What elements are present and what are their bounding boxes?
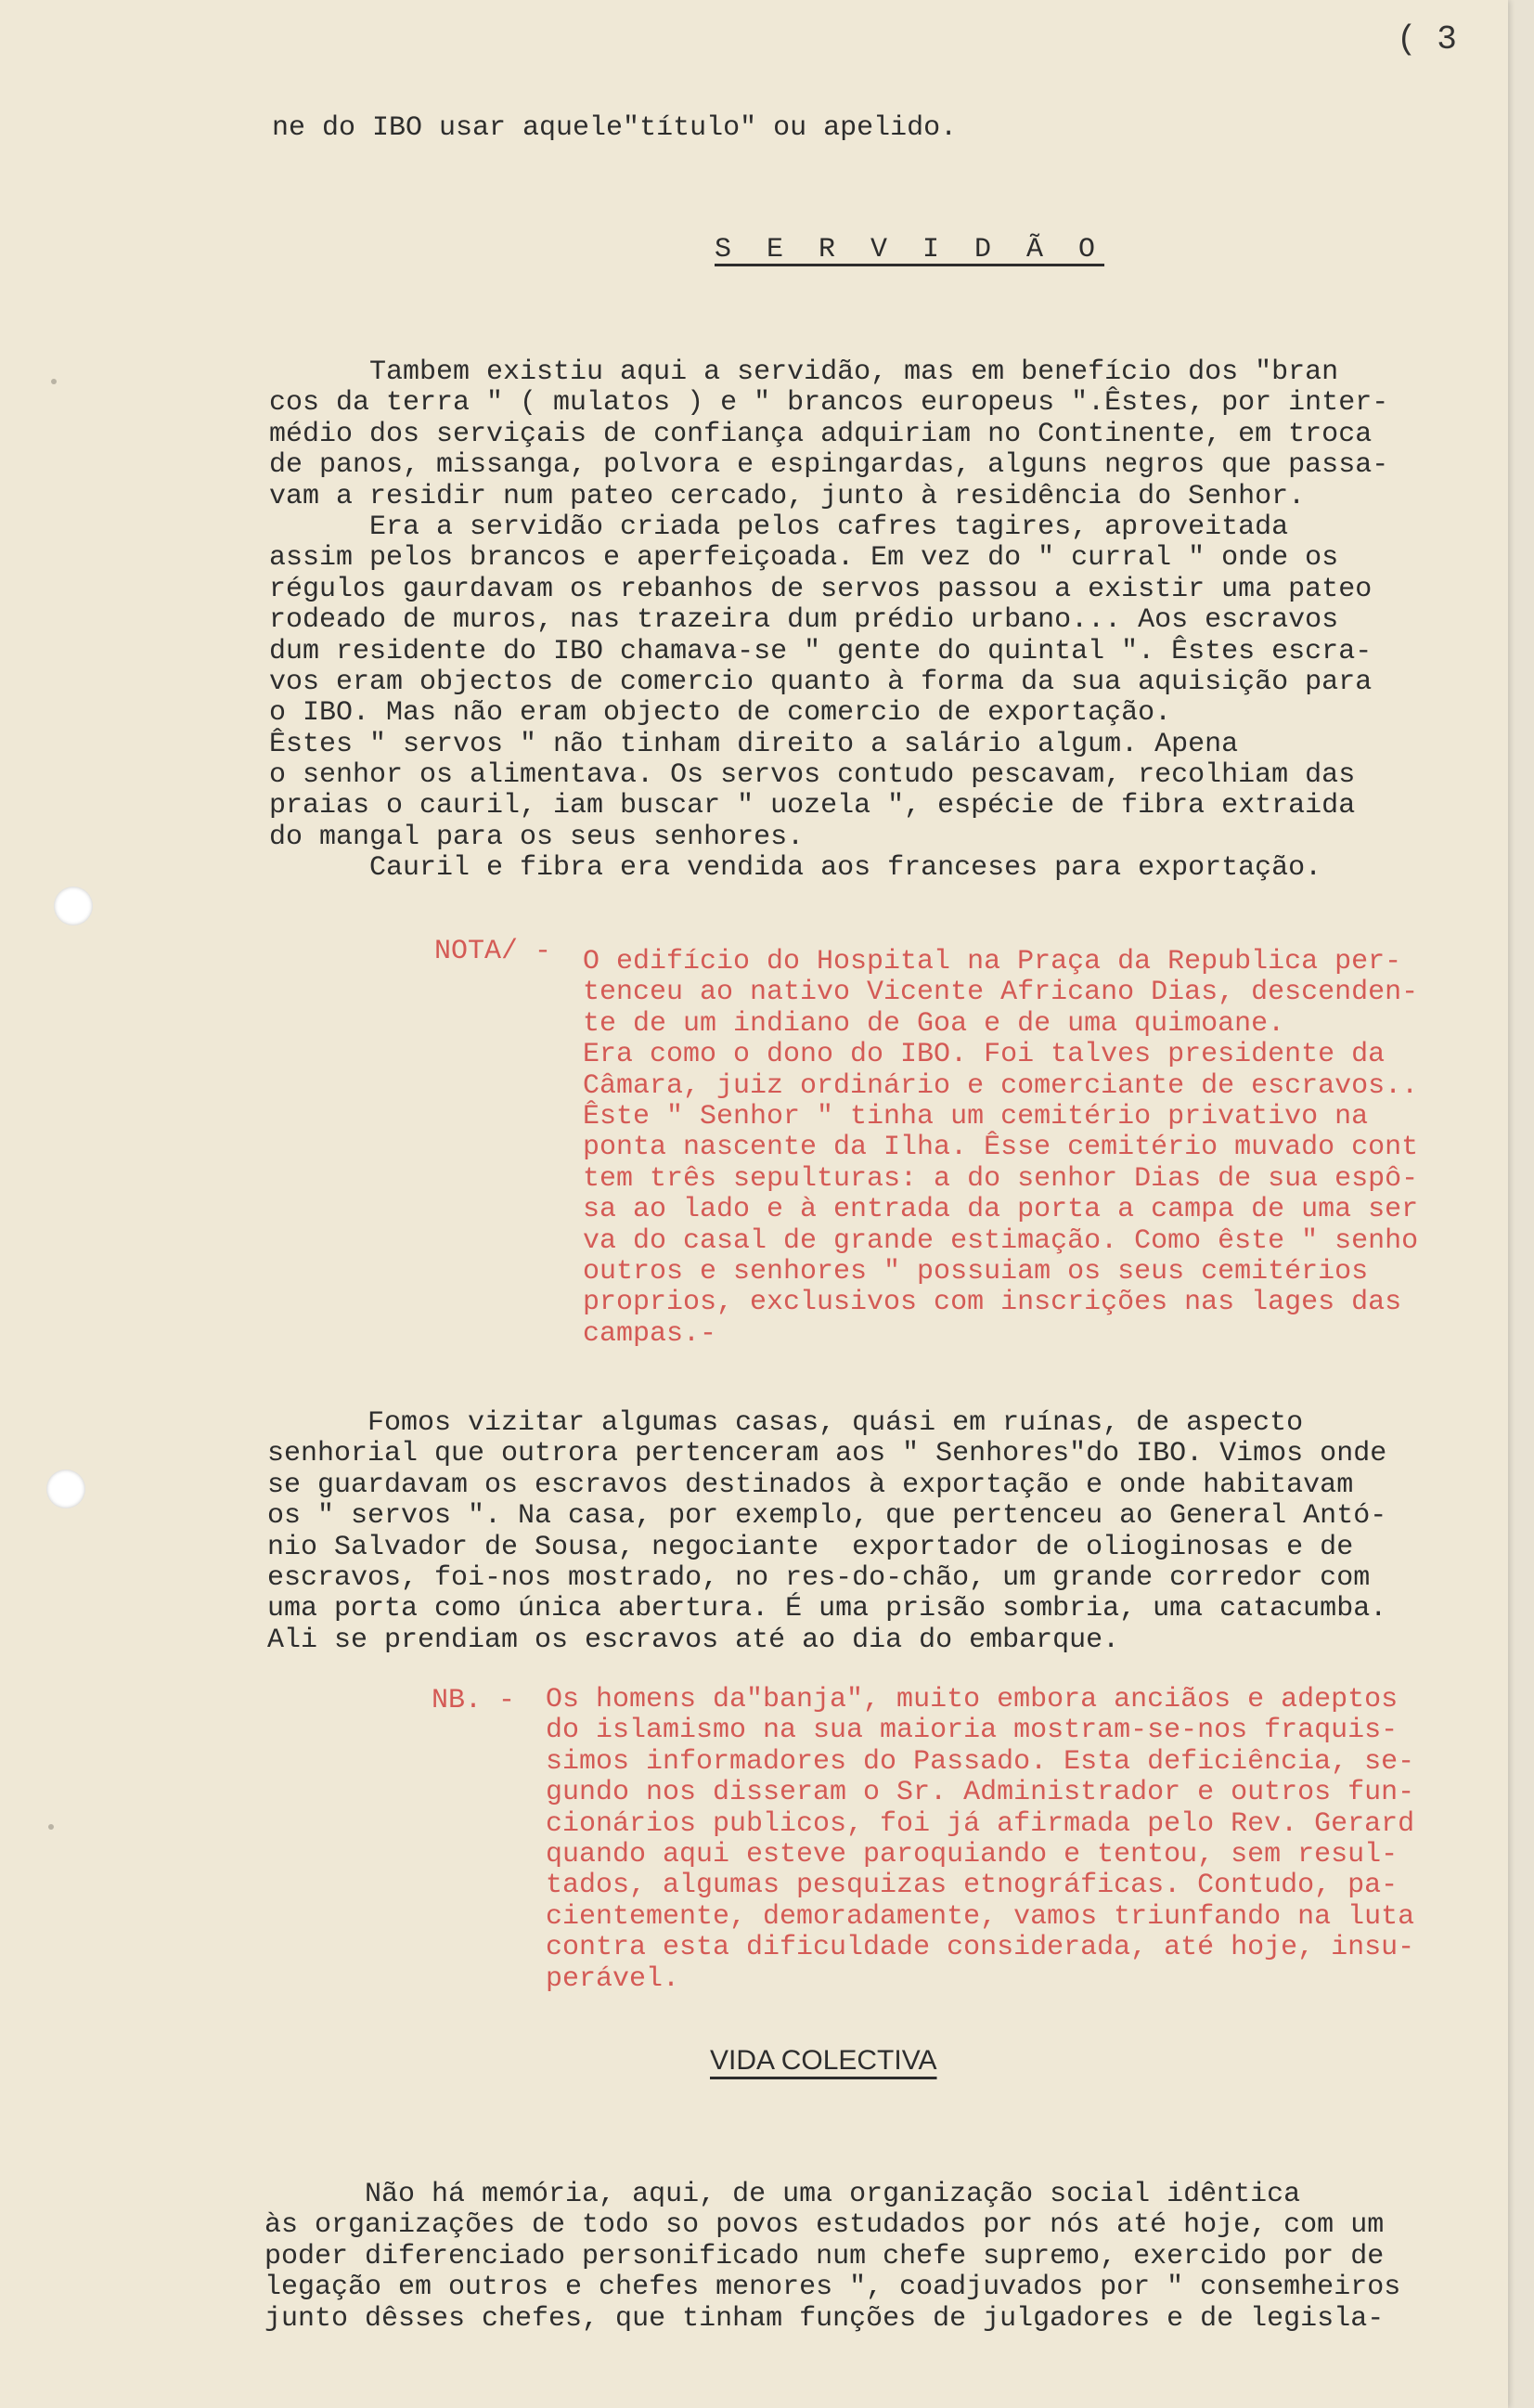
text-line: praias o cauril, iam buscar " uozela ", espécie de fibra extraida <box>269 790 1356 822</box>
text-line: gundo nos disseram o Sr. Administrador e outros fun- <box>546 1777 1415 1809</box>
text-line: nio Salvador de Sousa, negociante exportador de olioginosas e de <box>267 1531 1354 1563</box>
text-line: simos informadores do Passado. Esta deficiência, se- <box>546 1745 1415 1778</box>
punch-hole-top <box>54 887 93 926</box>
servidao-paragraph <box>269 357 1388 885</box>
text-line: Êste " Senhor " tinha um cemitério privativo na <box>583 1100 1369 1133</box>
text-line: cientemente, demoradamente, vamos triunfando na luta <box>546 1900 1415 1933</box>
text-line: tem três sepulturas: a do senhor Dias de sua espô- <box>583 1162 1419 1195</box>
text-line: o senhor os alimentava. Os servos contudo pescavam, recolhiam das <box>269 759 1356 792</box>
paper-mark <box>51 379 57 384</box>
text-line: proprios, exclusivos com inscrições nas lages das <box>583 1287 1402 1319</box>
text-line: senhorial que outrora pertenceram aos " Senhores"do IBO. Vimos onde <box>267 1438 1387 1470</box>
top-line <box>272 113 957 144</box>
text-line: tenceu ao nativo Vicente Africano Dias, descenden- <box>583 977 1419 1009</box>
text-line: cos da terra " ( mulatos ) e " brancos europeus ".Êstes, por inter- <box>269 387 1389 420</box>
text-line: Era a servidão criada pelos cafres tagires, aproveitada <box>269 511 1289 543</box>
text-line: rodeado de muros, nas trazeira dum prédio urbano... Aos escravos <box>269 604 1339 637</box>
text-line: O edifício do Hospital na Praça da Republica per- <box>583 946 1402 977</box>
text-line: os " servos ". Na casa, por exemplo, que pertenceu ao General Antó- <box>267 1500 1387 1533</box>
text-line: contra esta dificuldade considerada, até hoje, insu- <box>546 1932 1415 1964</box>
text-line: vam a residir num pateo cercado, junto à residência do Senhor. <box>269 480 1306 512</box>
text-line: Cauril e fibra era vendida aos franceses para exportação. <box>269 852 1322 885</box>
text-line: escravos, foi-nos mostrado, no res-do-chão, um grande corredor com <box>267 1561 1371 1594</box>
text-line: uma porta como única abertura. É uma prisão sombria, uma catacumba. <box>267 1593 1387 1625</box>
text-line: Fomos vizitar algumas casas, quási em ruínas, de aspecto <box>267 1407 1304 1439</box>
text-line: médio dos serviçais de confiança adquiriam no Continente, em troca <box>269 418 1373 450</box>
text-line: do islamismo na sua maioria mostram-se-nos fraquis- <box>546 1715 1399 1747</box>
punch-hole-bottom <box>46 1469 85 1508</box>
text-line: perável. <box>546 1962 680 1995</box>
nota-label: NOTA/ - <box>434 936 552 967</box>
text-line: às organizações de todo so povos estudados por nós até hoje, com um <box>264 2209 1385 2242</box>
text-line: Não há memória, aqui, de uma organização social idêntica <box>264 2179 1301 2210</box>
text-line: ponta nascente da Ilha. Êsse cemitério muvado cont <box>583 1132 1419 1164</box>
text-line: tados, algumas pesquizas etnográficas. Contudo, pa- <box>546 1870 1399 1902</box>
vida-colectiva-paragraph <box>264 2180 1400 2335</box>
text-line: ne do IBO usar aquele"título" ou apelido. <box>272 112 958 144</box>
text-line: poder diferenciado personificado num chefe supremo, exercido por de <box>264 2240 1385 2272</box>
section-title-servidao: S E R V I D Ã O <box>715 234 1105 265</box>
text-line: Era como o dono do IBO. Foi talves presidente da <box>583 1039 1386 1071</box>
text-line: campas.- <box>583 1317 717 1350</box>
text-line: Os homens da"banja", muito embora anciãos e adeptos <box>546 1684 1399 1715</box>
text-line: Ali se prendiam os escravos até ao dia do embarque. <box>267 1624 1120 1656</box>
paragraph-vizita <box>267 1408 1386 1656</box>
text-line: Êstes " servos " não tinham direito a salário algum. Apena <box>269 728 1239 760</box>
text-line: junto dêsses chefes, que tinham funções de julgadores e de legisla- <box>264 2302 1385 2335</box>
text-line: vos eram objectos de comercio quanto à forma da sua aquisição para <box>269 666 1373 698</box>
text-line: régulos gaurdavam os rebanhos de servos passou a existir uma pateo <box>269 573 1373 605</box>
text-line: quando aqui esteve paroquiando e tentou, sem resul- <box>546 1838 1399 1871</box>
text-line: do mangal para os seus senhores. <box>269 821 805 853</box>
text-line: assim pelos brancos e aperfeiçoada. Em vez do " curral " onde os <box>269 542 1339 575</box>
text-line: legação em outros e chefes menores ", coadjuvados por " consemheiros <box>264 2272 1401 2304</box>
text-line: te de um indiano de Goa e de uma quimoane. <box>583 1007 1285 1040</box>
text-line: Tambem existiu aqui a servidão, mas em benefício dos "bran <box>269 356 1339 388</box>
text-line: sa ao lado e à entrada da porta a campa de uma ser <box>583 1194 1419 1226</box>
nb-label: NB. - <box>432 1685 516 1716</box>
paper-mark <box>48 1824 54 1830</box>
text-line: de panos, missanga, polvora e espingardas, alguns negros que passa- <box>269 449 1389 482</box>
text-line: se guardavam os escravos destinados à exportação e onde habitavam <box>267 1469 1354 1501</box>
nb-block <box>546 1685 1414 1995</box>
text-line: o IBO. Mas não eram objecto de comercio de exportação. <box>269 697 1172 730</box>
text-line: va do casal de grande estimação. Como êste " senho <box>583 1224 1419 1257</box>
section-title-vida-colectiva: VIDA COLECTIVA <box>710 2045 937 2076</box>
text-line: cionários publicos, foi já afirmada pelo Rev. Gerard <box>546 1807 1415 1840</box>
nota-block <box>583 947 1418 1350</box>
text-line: dum residente do IBO chamava-se " gente do quintal ". Êstes escra- <box>269 635 1373 667</box>
page-number: ( 3 <box>1397 20 1457 58</box>
text-line: Câmara, juiz ordinário e comerciante de escravos.. <box>583 1069 1419 1102</box>
text-line: outros e senhores " possuiam os seus cemitérios <box>583 1255 1369 1288</box>
